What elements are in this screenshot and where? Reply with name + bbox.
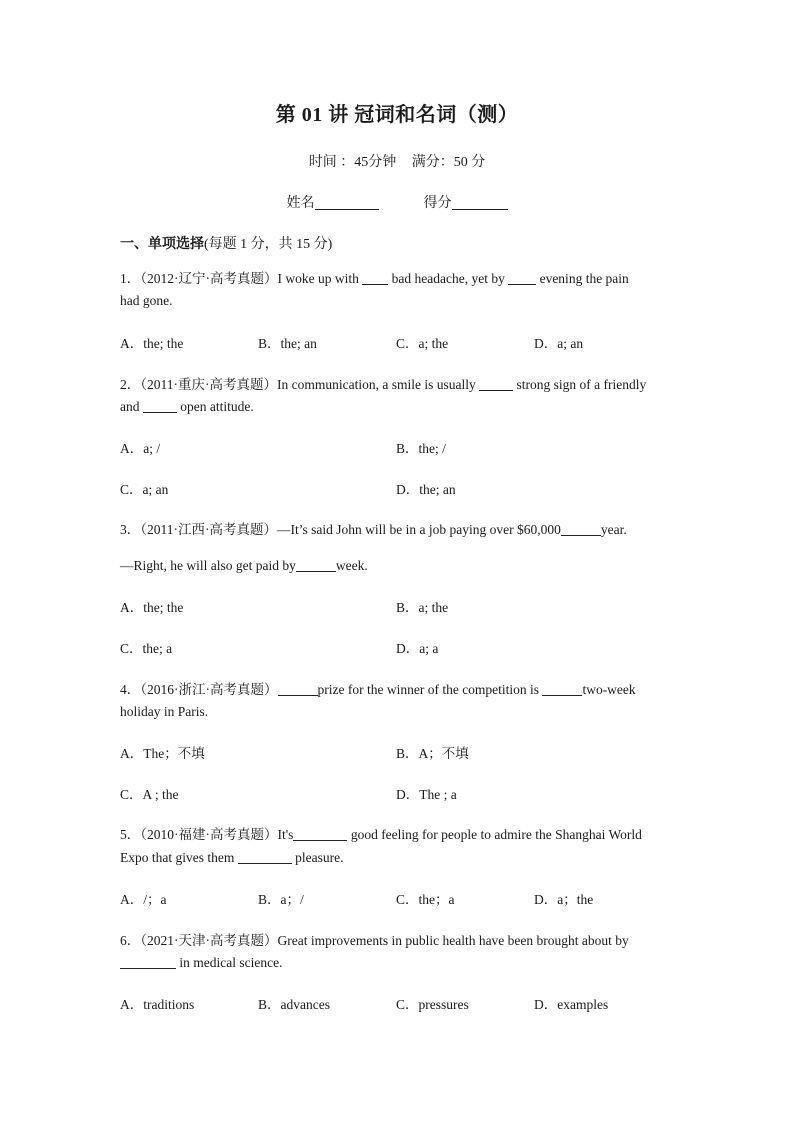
- question-1-option-b: B．the; an: [258, 336, 317, 351]
- section-title: 一、单项选择: [120, 237, 204, 252]
- question-3-option-d: D．a; a: [396, 641, 439, 656]
- question-3-line-1: 3．（2011·江西·高考真题）—It’s said John will be in a job paying over $60,000 year.: [120, 522, 627, 537]
- page-title: 第 01 讲 冠词和名词（测）: [275, 104, 519, 126]
- question-1-option-d: D．a; an: [534, 336, 584, 351]
- question-5-option-c: C．the；a: [396, 892, 455, 907]
- question-4-option-d: D．The ; a: [396, 787, 457, 802]
- question-4-option-b: B．A；不填: [396, 746, 469, 761]
- score-label: 得分: [423, 196, 452, 211]
- question-2-option-c: C．a; an: [120, 482, 169, 497]
- question-5-line-1: 5．（2010·福建·高考真题）It's good feeling for people to admire the Shanghai World: [120, 827, 642, 842]
- name-blank: [315, 195, 379, 210]
- question-3-line-2: —Right, he will also get paid by week.: [120, 558, 368, 573]
- question-5-option-d: D．a；the: [534, 892, 594, 907]
- question-2-option-d: D．the; an: [396, 482, 456, 497]
- question-1-option-a: A．the; the: [120, 336, 184, 351]
- question-3-option-b: B．a; the: [396, 600, 449, 615]
- question-6-line-1: 6．（2021·天津·高考真题）Great improvements in public health have been brought about by: [120, 933, 629, 948]
- question-5-line-2: Expo that gives them pleasure.: [120, 850, 344, 865]
- question-5-option-b: B．a；/: [258, 892, 304, 907]
- question-4-option-c: C．A ; the: [120, 787, 179, 802]
- question-1-line-1: 1．（2012·辽宁·高考真题）I woke up with bad headache, yet by evening the pain: [120, 271, 629, 286]
- question-4-line-2: holiday in Paris.: [120, 704, 209, 719]
- question-6-option-d: D．examples: [534, 997, 609, 1012]
- question-6-option-c: C．pressures: [396, 997, 469, 1012]
- question-3-option-a: A．the; the: [120, 600, 184, 615]
- question-2-line-1: 2．（2011·重庆·高考真题）In communication, a smile is usually strong sign of a friendly: [120, 377, 647, 392]
- full-score: 满分：50 分: [411, 155, 486, 170]
- question-2-line-2: and open attitude.: [120, 399, 254, 414]
- question-4-option-a: A．The；不填: [120, 746, 205, 761]
- exam-meta: [0, 151, 794, 171]
- name-score-row: [0, 192, 794, 212]
- question-6-option-b: B．advances: [258, 997, 330, 1012]
- question-3-option-c: C．the; a: [120, 641, 173, 656]
- question-1-option-c: C．a; the: [396, 336, 449, 351]
- question-2-option-a: A．a; /: [120, 441, 161, 456]
- question-2-option-b: B．the; /: [396, 441, 446, 456]
- question-5-option-a: A．/；a: [120, 892, 167, 907]
- question-6-option-a: A．traditions: [120, 997, 195, 1012]
- time-limit: 时间 ：45分钟: [308, 155, 397, 170]
- name-label: 姓名: [286, 196, 315, 211]
- question-1-line-2: had gone.: [120, 293, 173, 308]
- question-4-line-1: 4．（2016·浙江·高考真题） prize for the winner of the competition is two-week: [120, 682, 636, 697]
- section-heading: [120, 233, 332, 253]
- question-6-line-2: in medical science.: [120, 955, 282, 971]
- section-note: (每题 1 分，共 15 分): [204, 237, 333, 252]
- score-blank: [452, 195, 508, 210]
